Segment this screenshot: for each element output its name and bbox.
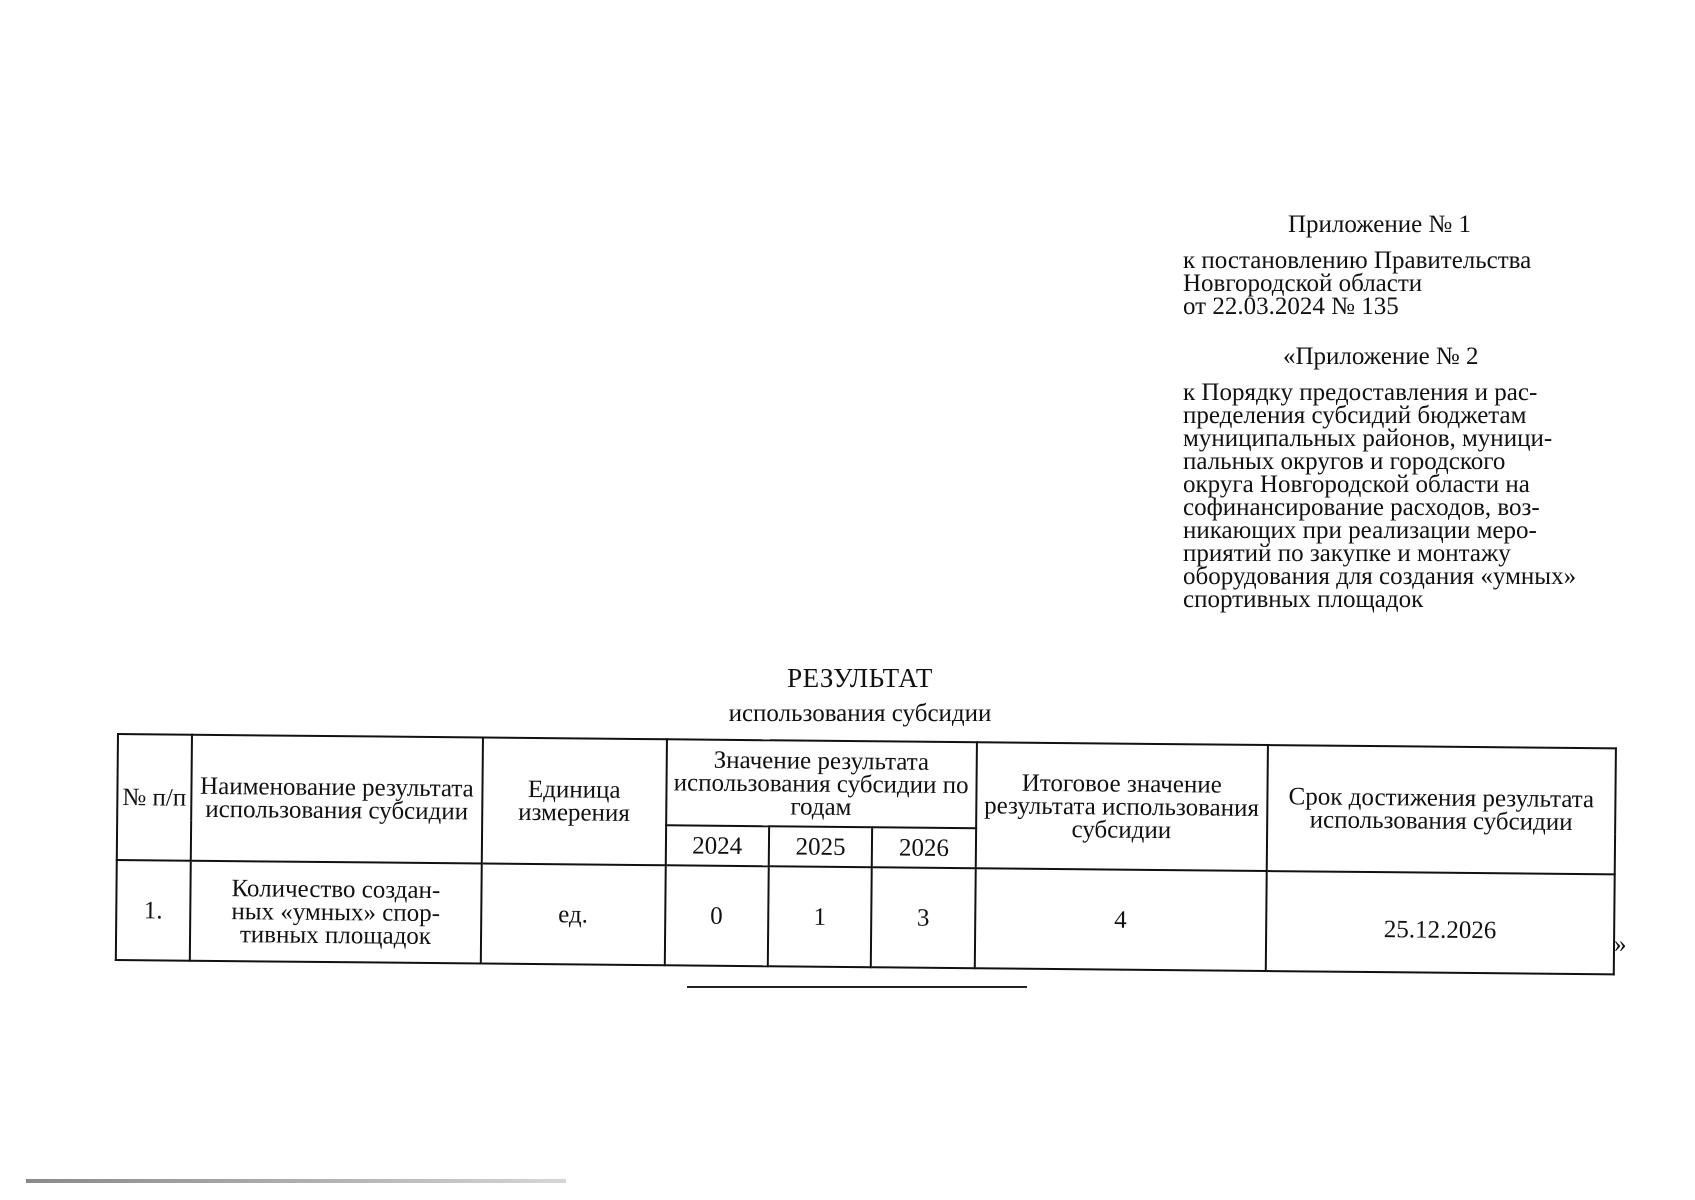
appendix-1-line: от 22.03.2024 № 135: [1183, 293, 1399, 320]
appendix-1-line: Новгородской области: [1183, 270, 1423, 297]
header-num: № п/п: [117, 734, 192, 861]
appendix-2-line: софинансирование расходов, воз-: [1183, 494, 1540, 521]
appendix-2-line: оборудования для создания «умных»: [1183, 563, 1577, 590]
header-total: Итоговое значение результата использования субсидии: [975, 742, 1267, 871]
header-year: 2026: [872, 827, 976, 868]
appendix-1-line: к постановлению Правительства: [1183, 247, 1532, 274]
cell-name-line: тивных площадок: [239, 920, 432, 950]
header-year: 2025: [769, 826, 873, 867]
cell-year-2024: 0: [664, 865, 768, 966]
document-title: РЕЗУЛЬТАТ: [787, 663, 933, 693]
cell-year-2025: 1: [768, 866, 872, 967]
header-year: 2024: [665, 825, 769, 866]
appendix-2-line: никающих при реализации меро-: [1183, 517, 1537, 544]
result-table: [115, 733, 1617, 975]
cell-year-2026: 3: [871, 867, 975, 968]
appendix-2-line: округа Новгородской области на: [1183, 471, 1530, 498]
document-subtitle: использования субсидии: [728, 700, 992, 727]
cell-num: 1.: [116, 860, 191, 961]
cell-term: 25.12.2026: [1266, 871, 1615, 974]
appendix-1-heading: Приложение № 1: [1288, 211, 1472, 238]
appendix-2-heading: «Приложение № 2: [1283, 343, 1479, 370]
separator-line: [687, 986, 1027, 988]
appendix-2-line: спортивных площадок: [1183, 586, 1424, 613]
appendix-2-line: пальных округов и городского: [1183, 448, 1506, 475]
table-row: [116, 860, 1615, 974]
cell-name-line: ных «умных» спор-: [231, 897, 441, 927]
cell-unit: ед.: [481, 864, 665, 966]
appendix-2-line: пределения субсидий бюджетам: [1183, 402, 1527, 429]
header-term: Срок достижения результата использования субсидии: [1267, 745, 1616, 874]
cell-name: [190, 861, 482, 964]
header-unit: Единица измерения: [482, 738, 667, 866]
scan-artifact-line: [26, 1179, 566, 1183]
appendix-2-line: муниципальных районов, муници-: [1183, 425, 1553, 452]
table-header-row: [117, 734, 1616, 834]
cell-total: 4: [974, 868, 1266, 971]
appendix-2-block: [1183, 345, 1603, 611]
appendix-2-line: к Порядку предоставления и рас-: [1183, 379, 1538, 406]
closing-quote: »: [1614, 931, 1627, 958]
header-values-by-year: Значение результата использования субсидии по годам: [666, 739, 977, 828]
header-name: Наименование результата использования субсидии: [191, 735, 483, 864]
appendix-2-line: приятий по закупке и монтажу: [1183, 540, 1511, 567]
appendix-1-block: [1183, 213, 1603, 318]
cell-name-line: Количество создан-: [231, 874, 441, 904]
